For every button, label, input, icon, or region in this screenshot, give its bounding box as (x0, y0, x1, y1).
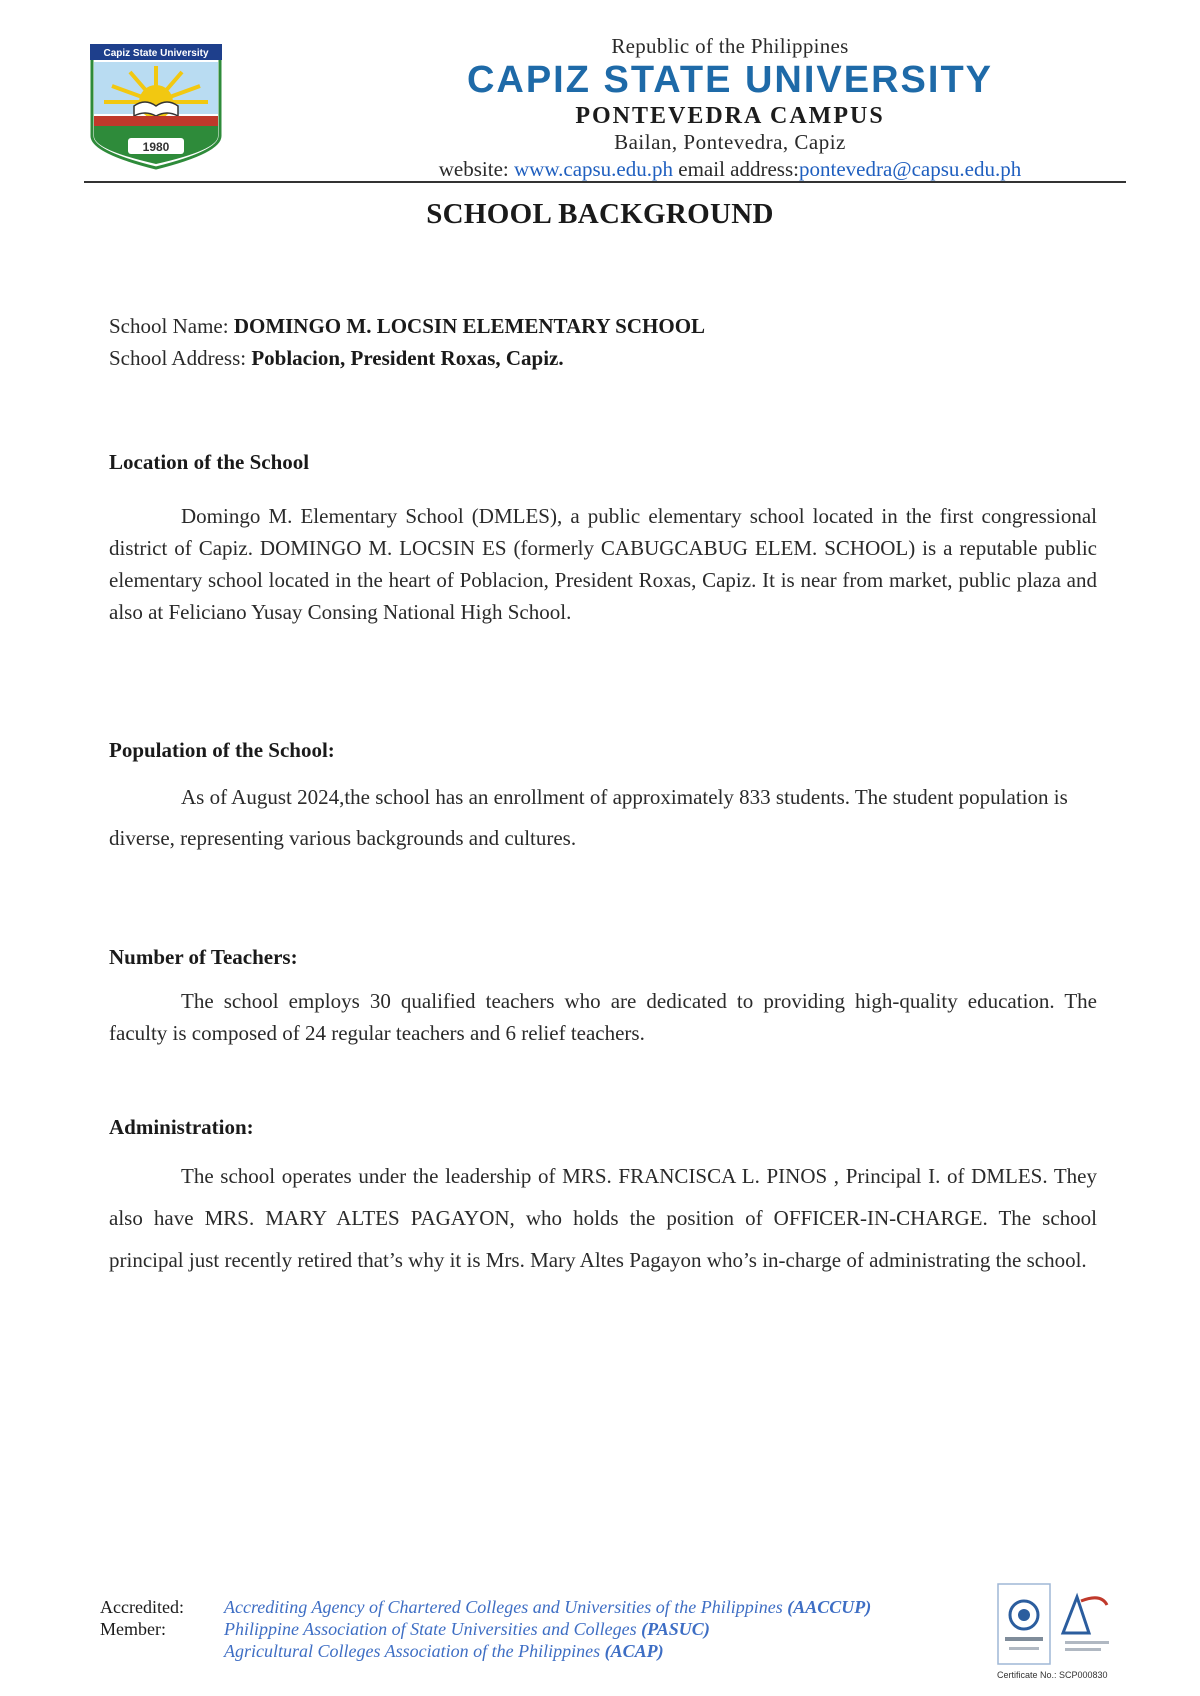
school-address-value: Poblacion, President Roxas, Capiz. (251, 346, 564, 370)
location-heading: Location of the School (109, 450, 310, 474)
svg-text:Capiz State University: Capiz State University (103, 48, 209, 59)
footer-item-name: Accrediting Agency of Chartered Colleges and Universities of the Philippines (224, 1597, 788, 1617)
population-paragraph: As of August 2024,the school has an enrollment of approximately 833 students. The student population is diverse, representing various backgrounds and cultures. (109, 785, 1068, 850)
footer-item-name: Agricultural Colleges Association of the Philippines (224, 1641, 605, 1661)
school-name-line (109, 314, 705, 339)
website-link[interactable]: www.capsu.edu.ph (513, 156, 674, 181)
teachers-paragraph: The school employs 30 qualified teachers who are dedicated to providing high-quality education. The faculty is composed of 24 regular teachers and 6 relief teachers. (109, 989, 1097, 1045)
university-name: CAPIZ STATE UNIVERSITY (466, 59, 994, 101)
location-paragraph: Domingo M. Elementary School (DMLES), a public elementary school located in the first congressional district of Capiz. DOMINGO M. LOCSIN ES (formerly CABUGCABUG ELEM. SCHOOL) is a reputable public elementary school located in the heart of Poblacion, President Roxas, Capiz. It is near from market, public plaza and also at Feliciano Yusay Consing National High School. (109, 504, 1097, 624)
school-name-label: School Name: (109, 314, 234, 338)
footer-item-name: Philippine Association of State Universities and Colleges (224, 1619, 642, 1639)
administration-paragraph: The school operates under the leadership of MRS. FRANCISCA L. PINOS , Principal I. of DMLES. They also have MRS. MARY ALTES PAGAYON, who holds the position of OFFICER-IN-CHARGE. The school principal just recently retired that’s why it is Mrs. Mary Altes Pagayon who’s in-charge of administrating the school. (109, 1164, 1097, 1272)
school-address-label: School Address: (109, 346, 252, 370)
footer-item-aaccup (224, 1597, 871, 1618)
republic-line: Republic of the Philippines (611, 34, 849, 58)
email-label: email address: (673, 156, 799, 181)
letterhead-text (330, 34, 1130, 182)
campus-name: PONTEVEDRA CAMPUS (575, 102, 885, 129)
certificate-number: Certificate No.: SCP000830 (997, 1670, 1108, 1680)
footer-item-abbr: (AACCUP) (787, 1597, 872, 1617)
administration-heading: Administration: (109, 1115, 254, 1139)
website-label: website: (438, 156, 514, 181)
footer-item-abbr: (PASUC) (641, 1619, 710, 1639)
email-link[interactable]: pontevedra@capsu.edu.ph (798, 156, 1022, 181)
svg-text:1980: 1980 (142, 140, 170, 154)
accredited-label: Accredited: (100, 1597, 184, 1617)
school-address-line (109, 346, 564, 371)
population-heading: Population of the School: (109, 738, 335, 762)
university-logo (86, 40, 226, 170)
footer-item-abbr: (ACAP) (604, 1641, 664, 1661)
footer-item-acap (224, 1641, 664, 1662)
member-label: Member: (100, 1619, 166, 1639)
teachers-heading: Number of Teachers: (109, 945, 298, 969)
footer-item-pasuc (224, 1619, 710, 1640)
contact-line (330, 157, 1130, 182)
header-divider (84, 181, 1126, 183)
campus-address: Bailan, Pontevedra, Capiz (614, 129, 846, 154)
certification-badge-icon (997, 1583, 1117, 1665)
document-title: SCHOOL BACKGROUND (426, 198, 774, 230)
school-name-value: DOMINGO M. LOCSIN ELEMENTARY SCHOOL (233, 314, 706, 338)
